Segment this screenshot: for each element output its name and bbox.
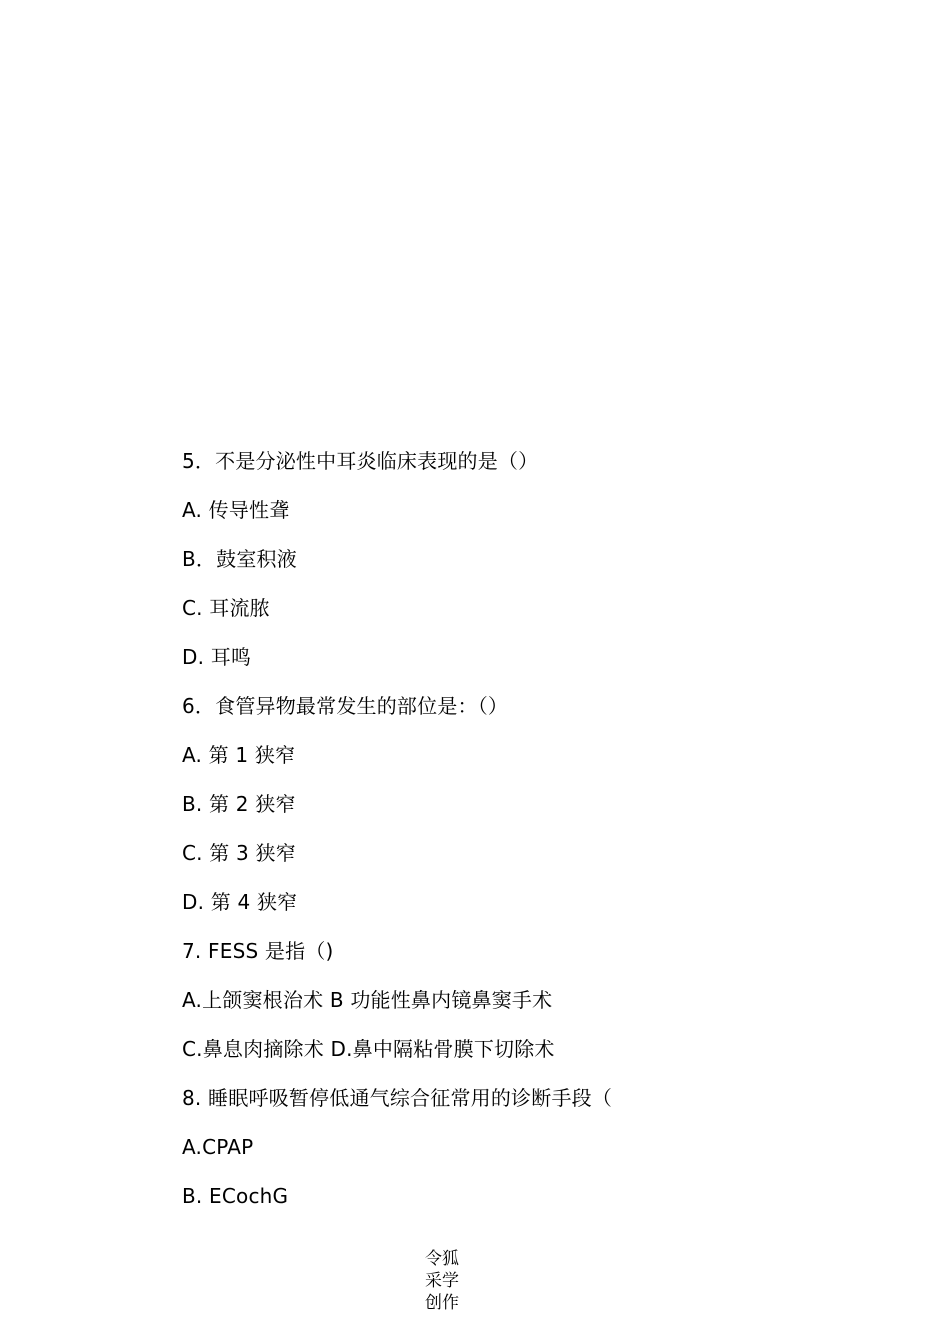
question-6-option-a: A. 第 1 狭窄 [182, 743, 296, 767]
question-5-stem: 5．不是分泌性中耳炎临床表现的是（） [182, 449, 539, 473]
question-6-option-b: B. 第 2 狭窄 [182, 792, 296, 816]
question-6-option-d: D. 第 4 狭窄 [182, 890, 298, 914]
footer-line: 令狐 [425, 1249, 459, 1269]
question-8-stem: 8. 睡眠呼吸暂停低通气综合征常用的诊断手段（ [182, 1086, 613, 1110]
question-6-stem: 6．食管异物最常发生的部位是：（） [182, 694, 509, 718]
question-5-option-b: B．鼓室积液 [182, 547, 297, 571]
question-7-options-ab: A.上颌窦根治术 B 功能性鼻内镜鼻窦手术 [182, 988, 553, 1012]
footer-credit [418, 1248, 466, 1314]
question-7-stem: 7. FESS 是指（) [182, 939, 334, 963]
footer-line: 采学 [425, 1271, 459, 1291]
question-8-option-a: A.CPAP [182, 1135, 254, 1159]
question-5-option-c: C. 耳流脓 [182, 596, 270, 620]
question-list [182, 445, 822, 1229]
question-8-option-b: B. ECochG [182, 1184, 289, 1208]
question-5-option-d: D. 耳鸣 [182, 645, 252, 669]
question-6-option-c: C. 第 3 狭窄 [182, 841, 296, 865]
question-7-options-cd: C.鼻息肉摘除术 D.鼻中隔粘骨膜下切除术 [182, 1037, 555, 1061]
footer-line: 创作 [425, 1293, 459, 1313]
question-5-option-a: A. 传导性聋 [182, 498, 290, 522]
